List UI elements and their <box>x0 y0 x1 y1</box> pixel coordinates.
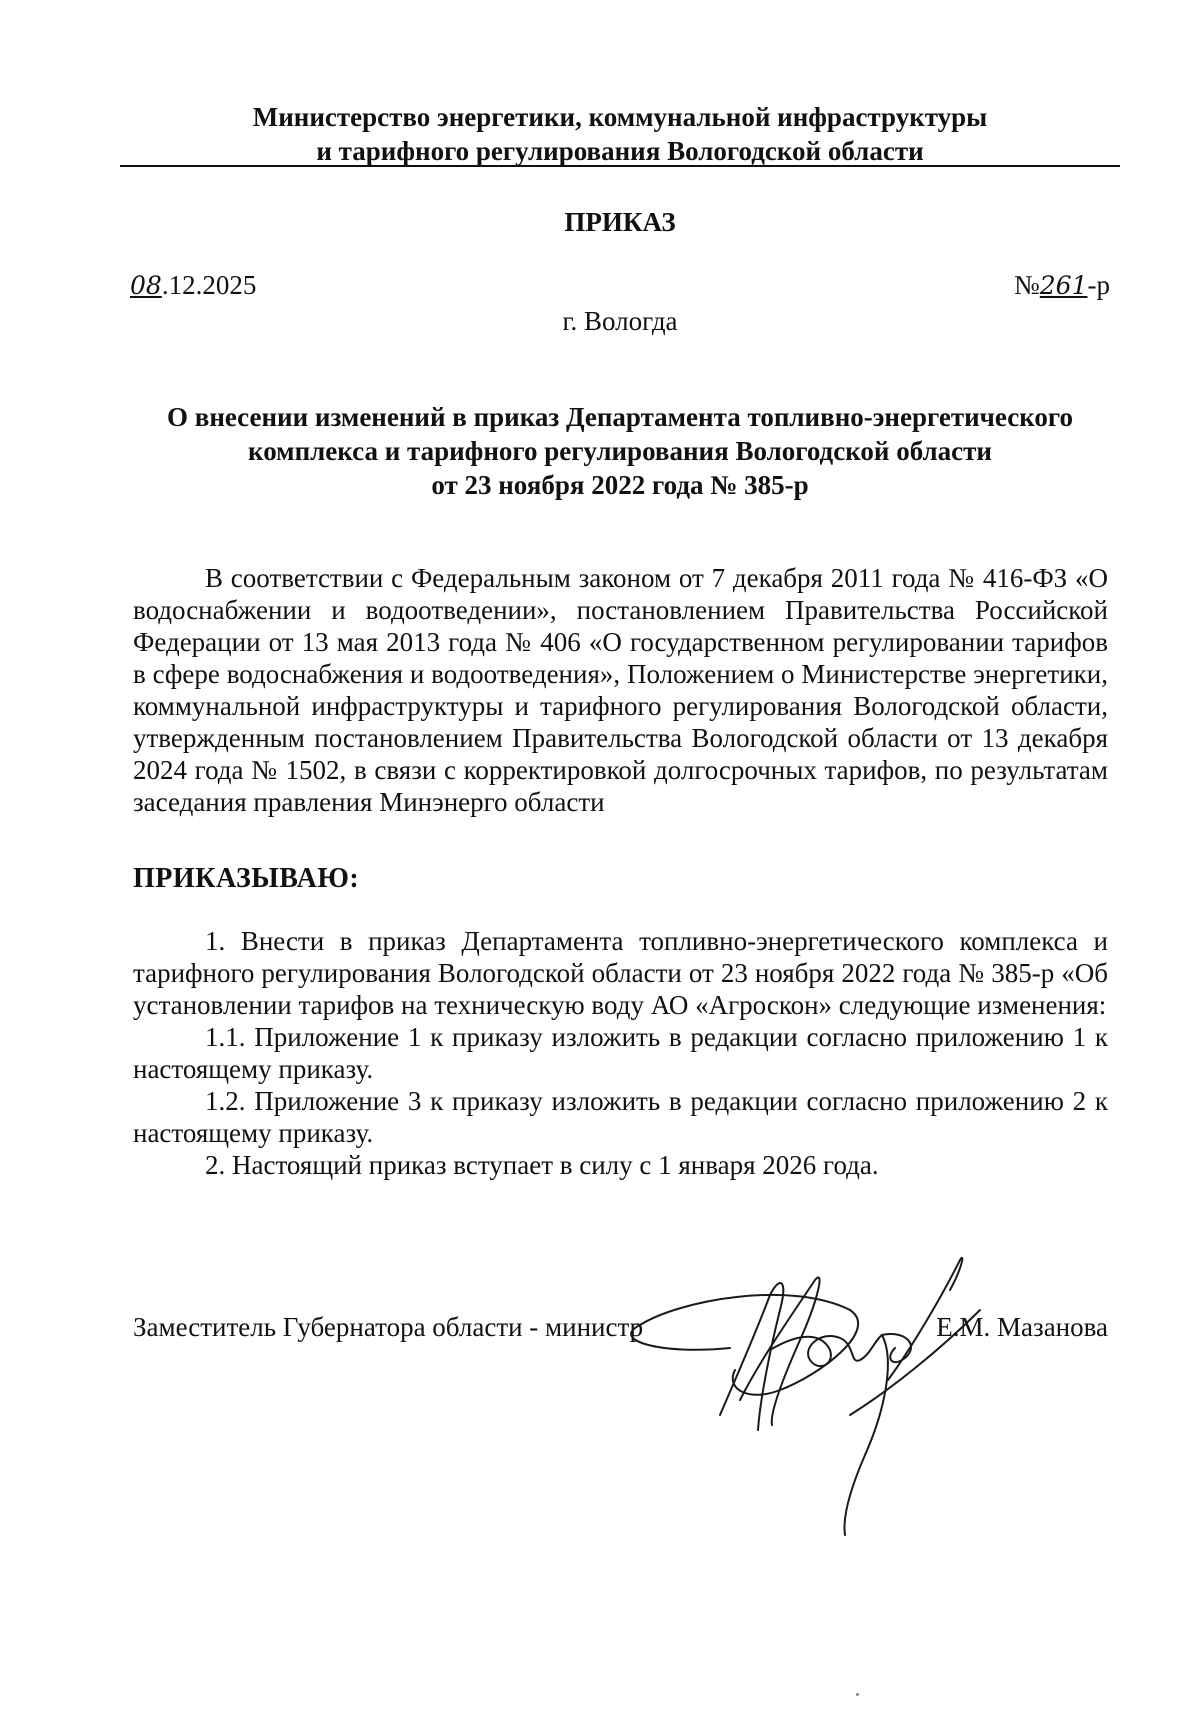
ministry-line-2: и тарифного регулирования Вологодской области <box>316 136 924 166</box>
preamble-paragraph: В соответствии с Федеральным законом от 7 декабря 2011 года № 416-ФЗ «О водоснабжении и водоотведении», постановлением Правительства Российской Федерации от 13 мая 2013 года № 406 «О государственном регулировании тарифов в сфере водоснабжения и водоотведения», Положением о Министерстве энергетики, коммунальной инфраструктуры и тарифного регулирования Вологодской области, утвержденным постановлением Правительства Вологодской области от 13 декабря 2024 года № 1502, в связи с корректировкой долгосрочных тарифов, по результатам заседания правления Минэнерго области <box>133 563 1108 817</box>
header-rule <box>120 165 1120 167</box>
handwritten-signature <box>620 1240 1000 1540</box>
order-subject <box>140 400 1100 502</box>
signatory-position: Заместитель Губернатора области - министр <box>133 1312 644 1342</box>
order-items <box>133 925 1108 1181</box>
date-day-handwritten: 08 <box>130 271 162 300</box>
subject-line-1: О внесении изменений в приказ Департамента топливно-энергетического <box>166 402 1073 432</box>
item-2: 2. Настоящий приказ вступает в силу с 1 января 2026 года. <box>205 1150 879 1180</box>
date-rest: .12.2025 <box>161 270 257 300</box>
number-handwritten: 261 <box>1039 271 1088 300</box>
signatory-name: Е.М. Мазанова <box>936 1312 1108 1342</box>
order-date <box>130 268 256 303</box>
item-1-2: 1.2. Приложение 3 к приказу изложить в редакции согласно приложению 2 к настоящему приказу. <box>133 1086 1108 1148</box>
subject-line-3: от 23 ноября 2022 года № 385-р <box>431 470 809 500</box>
ministry-header <box>120 100 1120 168</box>
number-prefix: № <box>1014 270 1040 300</box>
decree-word: ПРИКАЗЫВАЮ: <box>133 863 360 894</box>
scan-speck <box>856 1693 859 1696</box>
item-1: 1. Внести в приказ Департамента топливно-энергетического комплекса и тарифного регулирования Вологодской области от 23 ноября 2022 года № 385-р «Об установлении тарифов на техническую воду АО «Агроскон» следующие изменения: <box>133 926 1108 1020</box>
number-suffix: -р <box>1087 270 1110 300</box>
subject-line-2: комплекса и тарифного регулирования Вологодской области <box>248 436 992 466</box>
order-city: г. Вологда <box>562 306 678 336</box>
order-title: ПРИКАЗ <box>564 207 676 237</box>
order-number <box>1014 268 1110 303</box>
item-1-1: 1.1. Приложение 1 к приказу изложить в редакции согласно приложению 1 к настоящему приказу. <box>133 1022 1108 1084</box>
ministry-line-1: Министерство энергетики, коммунальной инфраструктуры <box>252 102 988 132</box>
